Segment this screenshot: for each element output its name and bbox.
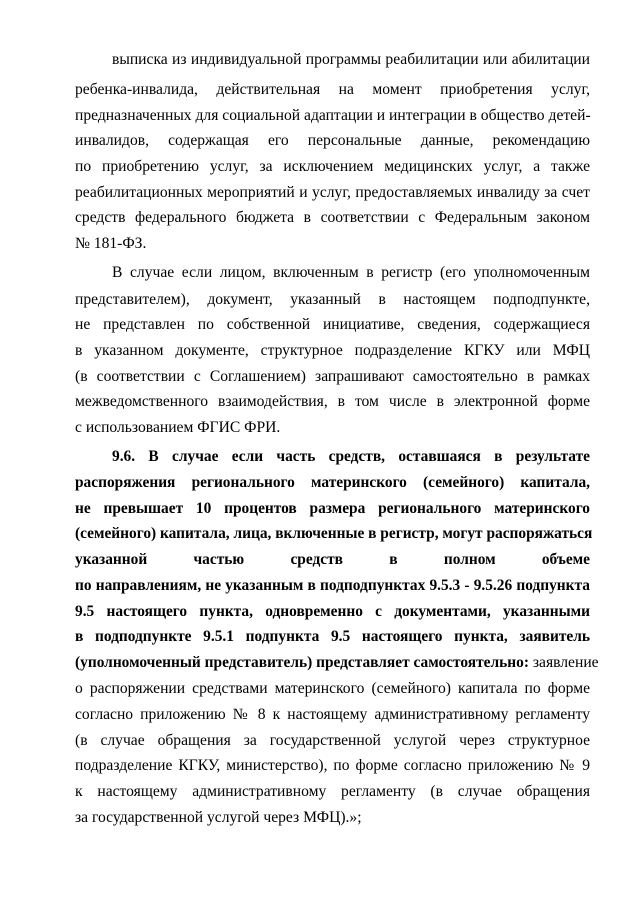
bold-text-line: 9.6. В случае если часть средств, оставшаяся в результате xyxy=(112,448,590,465)
text-line: ребенка-инвалида, действительная на момент приобретения услуг, xyxy=(75,81,590,98)
text-line: не представлен по собственной инициативе, сведения, содержащиеся xyxy=(75,316,590,333)
text-line: по приобретению услуг, за исключением медицинских услуг, а также xyxy=(75,158,590,175)
text-line: средств федерального бюджета в соответствии с Федеральным законом xyxy=(75,209,590,226)
text-line: инвалидов, содержащая его персональные данные, рекомендацию xyxy=(75,132,590,149)
text-line: № 181-ФЗ. xyxy=(75,235,147,252)
bold-text-line: указанной частью средств в полном объеме xyxy=(75,551,590,568)
text-line: с использованием ФГИС ФРИ. xyxy=(75,419,281,436)
bold-text-line: (семейного) капитала, лица, включенные в регистр, могут распоряжаться xyxy=(75,525,593,542)
text-line: (в соответствии с Соглашением) запрашивают самостоятельно в рамках xyxy=(75,368,590,385)
text-line: межведомственного взаимодействия, в том числе в электронной форме xyxy=(75,393,590,410)
text-line: выписка из индивидуальной программы реабилитации или абилитации xyxy=(112,51,590,68)
bold-text-span: (уполномоченный представитель) представляет самостоятельно: xyxy=(75,654,529,671)
text-line: (в случае обращения за государственной услугой через структурное xyxy=(75,732,590,749)
text-line: представителем), документ, указанный в настоящем подподпункте, xyxy=(75,291,590,308)
bold-text-line: распоряжения регионального материнского (семейного) капитала, xyxy=(75,474,590,491)
mixed-text-line xyxy=(75,653,599,673)
bold-text-line: по направлениям, не указанным в подподпунктах 9.5.3 - 9.5.26 подпункта xyxy=(75,577,590,594)
text-line: за государственной услугой через МФЦ).»; xyxy=(75,809,362,826)
bold-text-line: 9.5 настоящего пункта, одновременно с документами, указанными xyxy=(75,603,590,620)
text-line: подразделение КГКУ, министерство), по форме согласно приложению № 9 xyxy=(75,757,590,774)
text-line: предназначенных для социальной адаптации и интеграции в общество детей- xyxy=(75,107,591,124)
text-line: в указанном документе, структурное подразделение КГКУ или МФЦ xyxy=(75,342,590,359)
regular-text-span: заявление xyxy=(528,654,599,671)
text-line: о распоряжении средствами материнского (семейного) капитала по форме xyxy=(75,680,590,697)
text-line: согласно приложению № 8 к настоящему административному регламенту xyxy=(75,706,590,723)
text-line: к настоящему административному регламенту (в случае обращения xyxy=(75,783,590,800)
text-line: В случае если лицом, включенным в регистр (его уполномоченным xyxy=(112,264,590,281)
bold-text-line: в подподпункте 9.5.1 подпункта 9.5 настоящего пункта, заявитель xyxy=(75,628,590,645)
bold-text-line: не превышает 10 процентов размера регионального материнского xyxy=(75,500,590,517)
text-line: реабилитационных мероприятий и услуг, предоставляемых инвалиду за счет xyxy=(75,184,590,201)
